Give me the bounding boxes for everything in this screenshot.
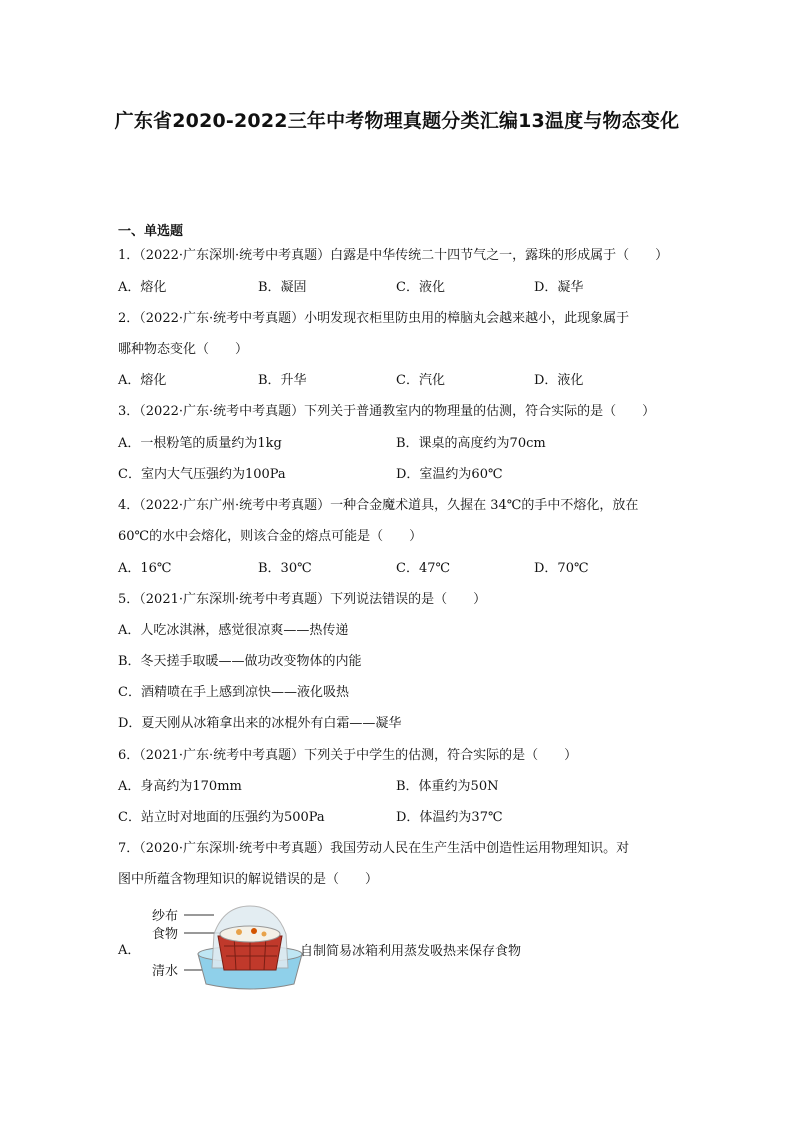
q5-option-d: D．夏天刚从冰箱拿出来的冰棍外有白霜——凝华 — [118, 716, 402, 731]
section-heading: 一、单选题 — [118, 224, 184, 239]
q4-option-c: C．47℃ — [396, 561, 451, 576]
figure-simple-fridge — [118, 900, 618, 1000]
q2-option-c: C．汽化 — [396, 373, 445, 388]
q6-option-d: D．体温约为37℃ — [396, 810, 503, 825]
page-title: 广东省2020-2022三年中考物理真题分类汇编13温度与物态变化 — [114, 110, 680, 132]
q5-option-b: B．冬天搓手取暖——做功改变物体的内能 — [118, 654, 362, 669]
question-4-text: 4．（2022·广东广州·统考中考真题）一种合金魔术道具，久握在 34℃的手中不熔化，放在 — [118, 498, 639, 513]
question-3-text: 3．（2022·广东·统考中考真题）下列关于普通教室内的物理量的估测，符合实际的是（ ） — [118, 404, 656, 419]
q3-option-d: D．室温约为60℃ — [396, 467, 503, 482]
question-5-text: 5．（2021·广东深圳·统考中考真题）下列说法错误的是（ ） — [118, 592, 487, 607]
q2-option-d: D．液化 — [534, 373, 584, 388]
question-4-text-cont: 60℃的水中会熔化，则该合金的熔点可能是（ ） — [118, 529, 423, 544]
label-gauze: 纱布 — [152, 909, 179, 924]
question-7-text-cont: 图中所蕴含物理知识的解说错误的是（ ） — [118, 872, 379, 887]
q5-option-a: A．人吃冰淇淋，感觉很凉爽——热传递 — [118, 623, 349, 638]
figure-option-letter: A． — [118, 943, 141, 958]
q2-option-a: A．熔化 — [118, 373, 167, 388]
question-2-text-cont: 哪种物态变化（ ） — [118, 342, 249, 357]
question-2-text: 2．（2022·广东·统考中考真题）小明发现衣柜里防虫用的樟脑丸会越来越小，此现象属于 — [118, 311, 630, 326]
q4-option-a: A．16℃ — [118, 561, 172, 576]
question-7-text: 7．（2020·广东深圳·统考中考真题）我国劳动人民在生产生活中创造性运用物理知识。对 — [118, 841, 630, 856]
fridge-illustration — [184, 900, 314, 996]
question-6-text: 6．（2021·广东·统考中考真题）下列关于中学生的估测，符合实际的是（ ） — [118, 748, 578, 763]
q3-option-c: C．室内大气压强约为100Pa — [118, 467, 286, 482]
q6-option-b: B．体重约为50N — [396, 779, 499, 794]
q1-option-d: D．凝华 — [534, 280, 584, 295]
food — [220, 926, 280, 942]
q3-option-b: B．课桌的高度约为70cm — [396, 436, 546, 451]
label-food: 食物 — [152, 927, 179, 942]
figure-caption: 自制简易冰箱利用蒸发吸热来保存食物 — [300, 944, 522, 959]
q2-option-b: B．升华 — [258, 373, 307, 388]
q5-option-c: C．酒精喷在手上感到凉快——液化吸热 — [118, 685, 349, 700]
q1-option-c: C．液化 — [396, 280, 445, 295]
q4-option-d: D．70℃ — [534, 561, 589, 576]
question-1-text: 1．（2022·广东深圳·统考中考真题）白露是中华传统二十四节气之一，露珠的形成属于（ ） — [118, 248, 669, 263]
label-water: 清水 — [152, 964, 179, 979]
q1-option-b: B．凝固 — [258, 280, 307, 295]
q6-option-c: C．站立时对地面的压强约为500Pa — [118, 810, 325, 825]
q3-option-a: A．一根粉笔的质量约为1kg — [118, 436, 282, 451]
q6-option-a: A．身高约为170mm — [118, 779, 242, 794]
q4-option-b: B．30℃ — [258, 561, 312, 576]
q1-option-a: A．熔化 — [118, 280, 167, 295]
